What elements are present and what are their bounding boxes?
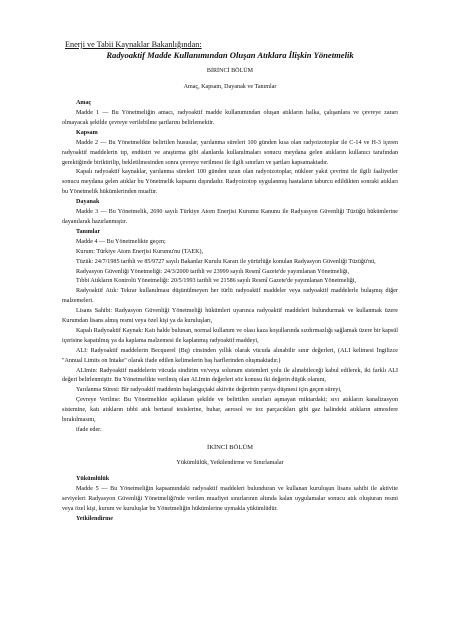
definition-alimin: ALImin: Radyoaktif maddelerin vücuda sindirim ve/veya solunum sistemleri yolu ile alınabileceği kabul edilerek, iki farklı ALI değeri belirlenmiştir. Bu Yönetmelikte verilmiş olan ALImin değerleri söz konusu iki değerin düşük olanını, [62, 367, 398, 384]
definition-rgy: Radyasyon Güvenliği Yönetmeliği: 24/3/2000 tarihli ve 23999 sayılı Resmî Gazete'de yayımlanan Yönetmeliği, [76, 268, 350, 275]
article-1: Madde 1 — Bu Yönetmeliğin amacı, radyoaktif madde kullanımından oluşan atıkların halka, çalışanlara ve çevreye zararı olmayacak şekilde çevreye verilebilme şartlarını belirlemektir. [62, 110, 398, 126]
ministry-heading: Enerji ve Tabii Kaynaklar Bakanlığından: [65, 40, 202, 49]
article-4: Madde 4 — Bu Yönetmelikte geçen; [76, 238, 166, 245]
part1-subtitle: Amaç, Kapsam, Dayanak ve Tanımlar [183, 84, 277, 91]
article-2-para: Kapalı radyoaktif kaynaklar, yarılanma süreleri 100 günden uzun olan radyoizotoplar, nükleer yakıt çevrimi ile ilgili faaliyetler sonucu meydana gelen atıklar bu Yönetmelik kapsamı dışındadır. Radyoizotop uygulanmış hastaların taburcu edildikten sonraki atıkları bu Yönetmelik hükümlerinden muaftır. [62, 169, 398, 196]
part2-heading: İKİNCİ BÖLÜM [207, 443, 253, 451]
heading-amac: Amaç [76, 100, 92, 107]
document-page [62, 40, 398, 525]
article-3: Madde 3 — Bu Yönetmelik, 2690 sayılı Türkiye Atom Enerjisi Kurumu Kanunu ile Radyasyon Güvenliği Tüzüğü hükümlerine dayanılarak hazırlanmıştır. [62, 209, 398, 225]
definition-cevreye-verilme: Çevreye Verilme: Bu Yönetmelikte açıklanan şekilde ve belirtilen sınırları aşmayan miktardaki; sıvı atıkların kanalizasyon sistemine, katı atıkların tıbbi atık bertaraf tesislerine, buhar, aerosol ve toz parçacıkları gibi gaz halindeki atıkların atmosfere bırakılmasını, [62, 397, 398, 424]
part1-heading: BİRİNCİ BÖLÜM [206, 68, 254, 75]
regulation-title: Radyoaktif Madde Kullanımından Oluşan Atıklara İlişkin Yönetmelik [106, 50, 354, 60]
part2-subtitle: Yükümlülük, Yetkilendirme ve Sınırlamalar [176, 460, 284, 467]
heading-kapsam: Kapsam [76, 129, 98, 136]
heading-tanimlar: Tanımlar [76, 228, 101, 235]
definition-tuzuk: Tüzük: 24/7/1985 tarihli ve 85/9727 sayılı Bakanlar Kurulu Kararı ile yürürlüğe konulan Radyasyon Güvenliği Tüzüğü'nü, [76, 258, 376, 265]
heading-yukumluluk: Yükümlülük [76, 476, 110, 483]
definition-yarilanma: Yarılanma Süresi: Bir radyoaktif maddenin başlangıçtaki aktivite değerinin yarıya düşmesi için geçen süreyi, [76, 387, 342, 394]
definition-radyoaktif-atik: Radyoaktif Atık: Tekrar kullanılması düşünülmeyen her türlü radyoaktif maddeler veya radyoaktif maddelerle bulaşmış diğer malzemeleri. [62, 288, 398, 305]
definition-kapali-kaynak: Kapalı Radyoaktif Kaynak: Katı halde bulunan, normal kullanım ve olası kaza koşullarında sızdırmazlığı sağlamak üzere bir kapsül içerisine kapatılmış ya da kaplama malzemesi ile kaplanmış radyoaktif maddeyi, [62, 327, 398, 344]
definition-lisans-sahibi: Lisans Sahibi: Radyasyon Güvenliği Yönetmeliği hükümleri uyarınca radyoaktif maddeleri bulundurmak ve kullanmak üzere Kurumdan lisans almış resmi veya özel kişi ya da kuruluşları, [62, 308, 398, 325]
definition-ali: ALI: Radyoaktif maddelerin Becquerel (Bq) cinsinden yıllık olarak vücuda alınabilir sınır değerleri, (ALI kelimesi İngilizce "Annual Limits on Intake" olarak ifade edilen kelimelerin baş harflerinden oluşmaktadır.) [62, 347, 398, 364]
heading-yetkilendirme: Yetkilendirme [76, 516, 113, 523]
article-5: Madde 5 — Bu Yönetmeliğin kapsamındaki radyoaktif maddeleri bulunduran ve kullanan kuruluşun lisans sahibi ile aktivite seviyeleri Radyasyon Güvenliği Yönetmeliği'nde verilen muafiyet sınırlarının altında kalan uygulamalar sonucu atık oluşturan resmi veya özel kişi, kurum ve kuruluşlar bu Yönetmeliğin hükümlerine uymakla yükümlüdür. [62, 486, 398, 513]
definition-tiby: Tıbbi Atıkların Kontrolü Yönetmeliği: 20/5/1993 tarihli ve 21586 sayılı Resmî Gazete'de yayımlanan Yönetmeliği, [76, 278, 357, 285]
heading-dayanak: Dayanak [76, 199, 100, 206]
article-2: Madde 2 — Bu Yönetmelikte belirtilen hususlar, yarılanma süreleri 100 günden kısa olan radyoizotoplar ile C-14 ve H-3 içeren radyoaktif maddelerin tıp, endüstri ve araştırma gibi alanlarda kullanılmaları sonucu meydana gelen atıkların kullanıcı tarafından gerektiğinde biriktirilip, bekletilmesinden sonra çevreye verilmesi ile ilgili sınırları ve şartları kapsamaktadır. [62, 139, 398, 166]
definition-closing: ifade eder. [76, 427, 102, 433]
definition-kurum: Kurum: Türkiye Atom Enerjisi Kurumu'nu (TAEK), [76, 248, 204, 255]
